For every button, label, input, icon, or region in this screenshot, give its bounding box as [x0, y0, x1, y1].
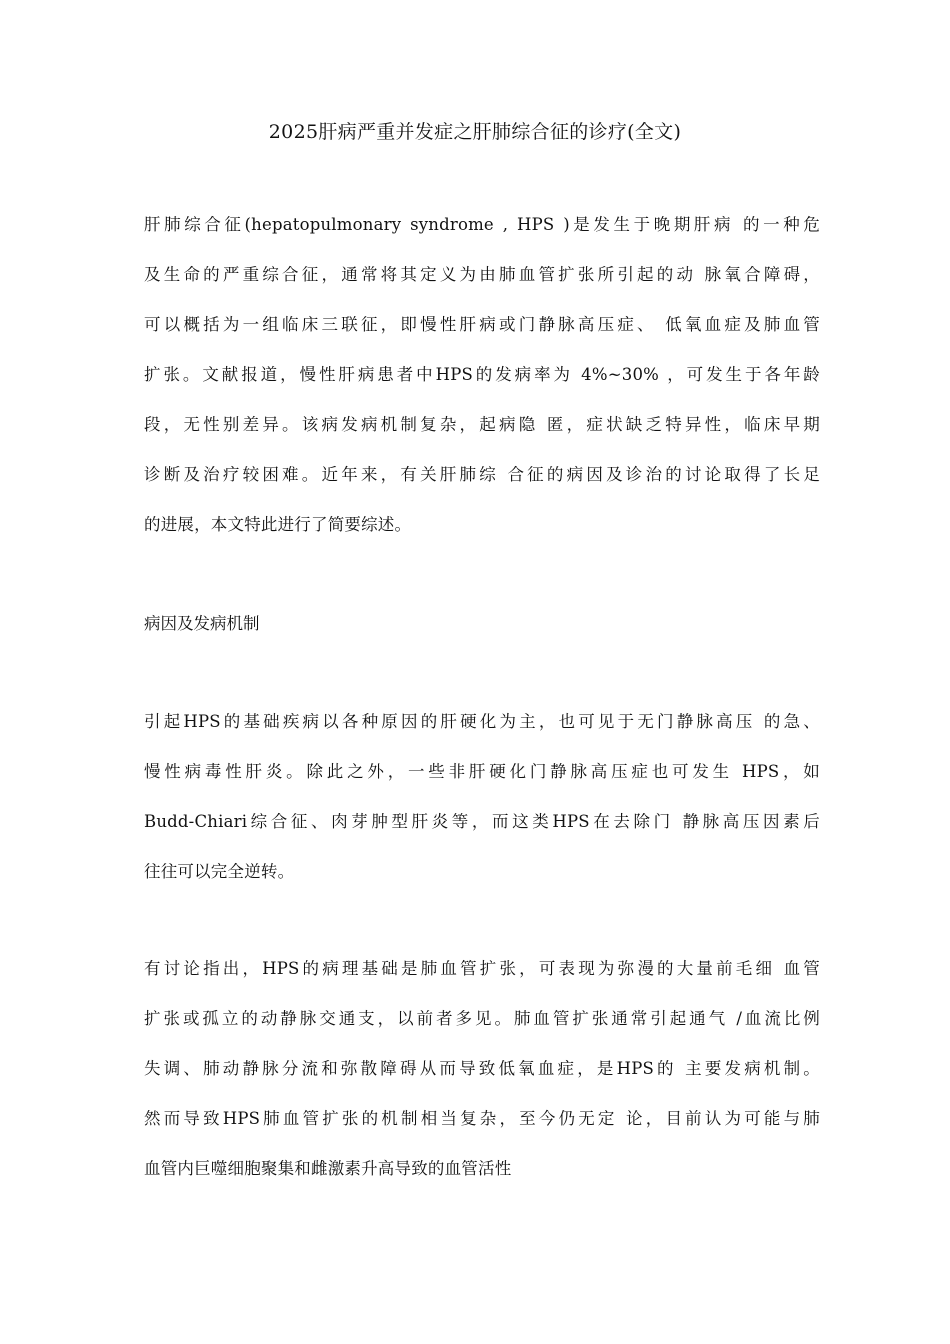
paragraph-line: Budd-Chiari综合征、肉芽肿型肝炎等，而这类HPS在去除门 静脉高压因素后 — [144, 812, 820, 831]
paragraph-line: 然而导致HPS肺血管扩张的机制相当复杂，至今仍无定 论，目前认为可能与肺 — [144, 1109, 820, 1128]
paragraph-line: 诊断及治疗较困难。近年来，有关肝肺综 合征的病因及诊治的讨论取得了长足 — [144, 465, 820, 484]
paragraph-line: 段，无性别差异。该病发病机制复杂，起病隐 匿，症状缺乏特异性，临床早期 — [144, 415, 820, 434]
paragraph-line: 可以概括为一组临床三联征，即慢性肝病或门静脉高压症、 低氧血症及肺血管 — [144, 315, 820, 334]
section-heading: 病因及发病机制 — [144, 614, 260, 633]
intro-paragraph — [144, 200, 820, 550]
paragraph-line: 及生命的严重综合征，通常将其定义为由肺血管扩张所引起的动 脉氧合障碍， — [144, 265, 820, 284]
paragraph-line: 往往可以完全逆转。 — [144, 862, 295, 881]
paragraph-line: 扩张或孤立的动静脉交通支，以前者多见。肺血管扩张通常引起通气 /血流比例 — [144, 1009, 820, 1028]
paragraph-pathology — [144, 944, 820, 1194]
paragraph-line: 失调、肺动静脉分流和弥散障碍从而导致低氧血症，是HPS的 主要发病机制。 — [144, 1059, 820, 1078]
paragraph-line: 引起HPS的基础疾病以各种原因的肝硬化为主，也可见于无门静脉高压 的急、 — [144, 712, 820, 731]
paragraph-line: 扩张。文献报道，慢性肝病患者中HPS的发病率为 4%~30% ，可发生于各年龄 — [144, 365, 820, 384]
paragraph-line: 肝肺综合征(hepatopulmonary syndrome , HPS )是发生于晚期肝病 的一种危 — [144, 215, 820, 234]
paragraph-line: 的进展，本文特此进行了简要综述。 — [144, 515, 412, 534]
paragraph-causes — [144, 697, 820, 897]
document-title: 2025肝病严重并发症之肝肺综合征的诊疗(全文) — [268, 121, 682, 143]
paragraph-line: 血管内巨噬细胞聚集和雌激素升高导致的血管活性 — [144, 1159, 512, 1178]
paragraph-line: 有讨论指出，HPS的病理基础是肺血管扩张，可表现为弥漫的大量前毛细 血管 — [144, 959, 820, 978]
paragraph-line: 慢性病毒性肝炎。除此之外，一些非肝硬化门静脉高压症也可发生 HPS，如 — [144, 762, 820, 781]
